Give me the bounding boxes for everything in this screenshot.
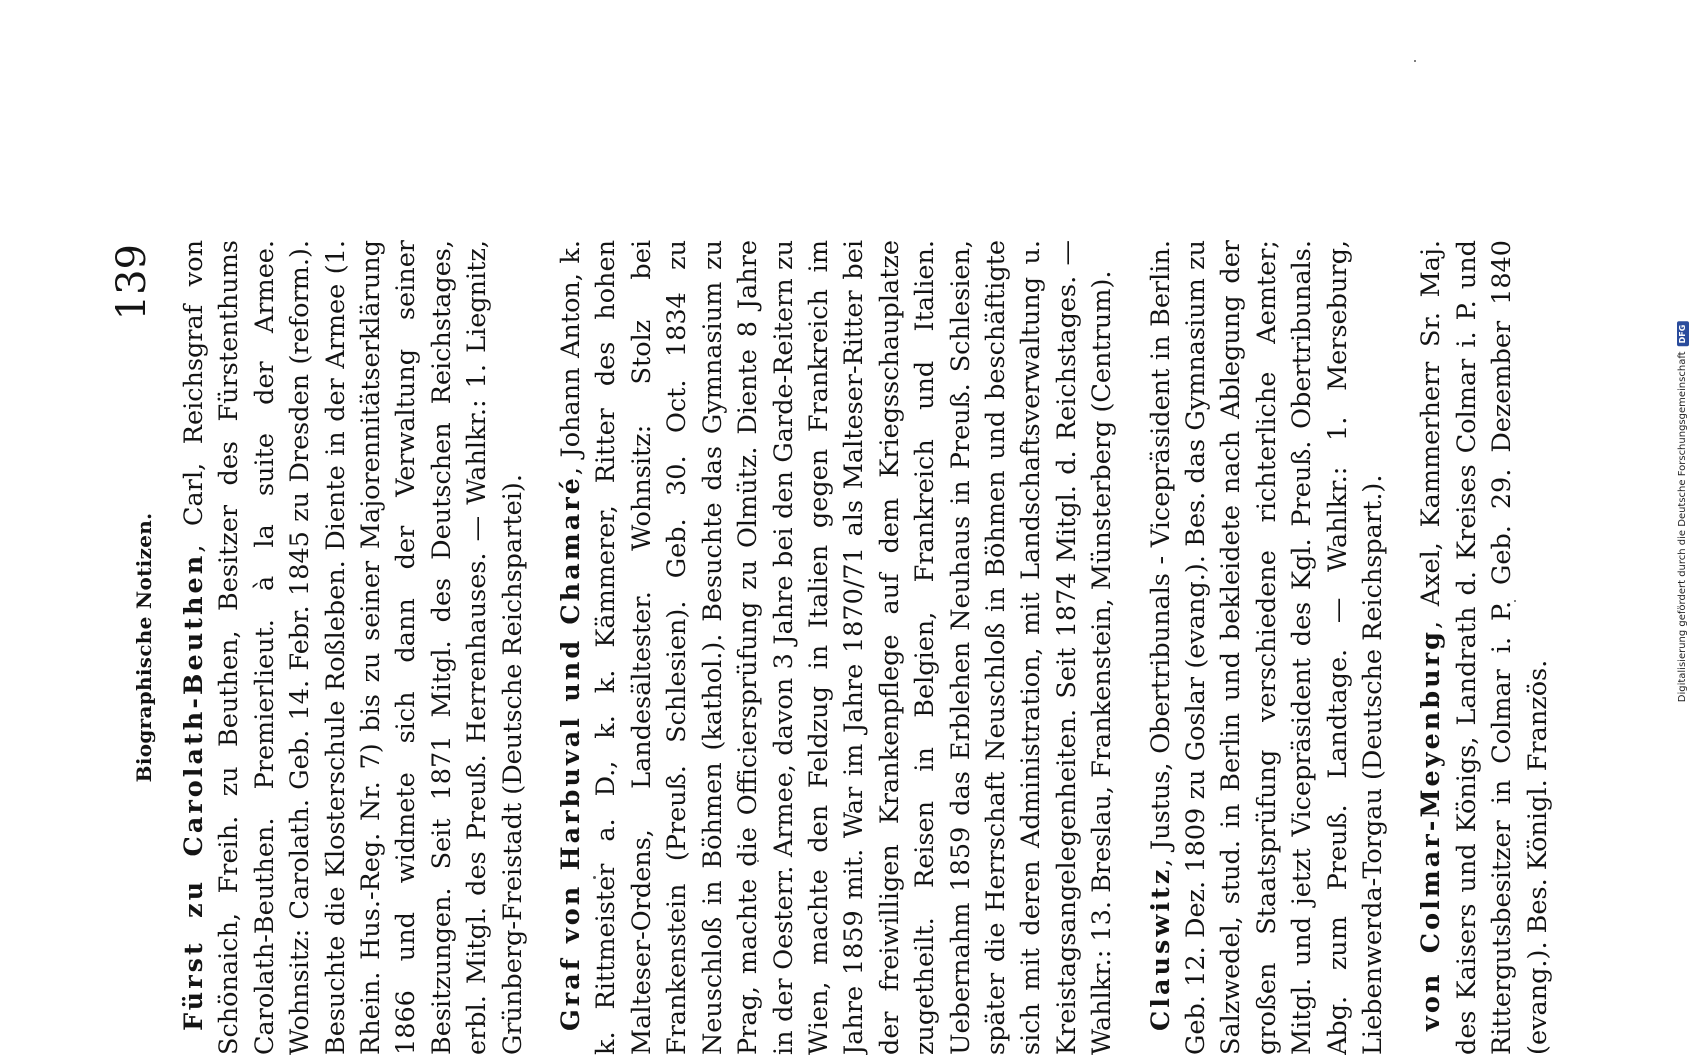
rotated-text-page <box>109 240 1579 1055</box>
entry-text: , Carl, Reichsgraf von Schönaich, Freih. zu Beuthen, Besitzer des Fürstenthums Carolath-Beuthen. Premierlieut. à la suite der Armee. Wohnsitz: Carolath. Geb. 14. Febr. 1845 zu Dresden (reform.). Besuchte die Klosterschule Roßleben. Diente in der Armee (1. Rhein. Hus.-Reg. Nr. 7) bis zu seiner Majorennitätserklärung 1866 und widmete sich dann der Verwaltung seiner Besitzungen. Seit 1871 Mitgl. des Deutschen Reichstages, erbl. Mitgl. des Preuß. Herrenhauses. — Wahlkr.: 1. Liegnitz, Grünberg-Freistadt (Deutsche Reichspartei). <box>179 240 528 1055</box>
entry-name: Clauswitz <box>1145 866 1176 1031</box>
entry-text: , Justus, Obertribunals - Vicepräsident in Berlin. Geb. 12. Dez. 1809 zu Goslar (evang.). Bes. das Gymnasium zu Salzwedel, stud. in Berlin und bekleidete nach Ablegung der großen Staatsprüfung verschiedene richterliche Aemter; Mitgl. und jetzt Vicepräsident des Kgl. Preuß. Obertribunals. Abg. zum Preuß. Landtage. — Wahlkr.: 1. Merseburg, Liebenwerda-Torgau (Deutsche Reichspart.). <box>1145 240 1388 1055</box>
dust-speck <box>1414 60 1416 62</box>
biography-entry <box>177 240 531 1055</box>
biography-entry <box>554 240 1121 1055</box>
biography-entry <box>1144 240 1392 1055</box>
page-number: 139 <box>109 244 155 321</box>
entry-name: Fürst zu Carolath-Beuthen <box>179 552 209 1031</box>
entry-name: von Colmar-Meyenburg <box>1416 629 1447 1031</box>
entry-text: , Johann Anton, k. k. Rittmeister a. D., k. k. Kämmerer, Ritter des hohen Malteser-Ordens, Landesältester. Wohnsitz: Stolz bei Frankenstein (Preuß. Schlesien). Geb. 30. Oct. 1834 zu Neuschloß in Böhmen (kathol.). Besuchte das Gymnasium zu Prag, machte die Officiersprüfung zu Olmütz. Diente 8 Jahre in der Oesterr. Armee, davon 3 Jahre bei den Garde-Reitern zu Wien, machte den Feldzug in Italien gegen Frankreich im Jahre 1859 mit. War im Jahre 1870/71 als Malteser-Ritter bei der freiwilligen Krankenpflege auf dem Kriegsschauplatze zugetheilt. Reisen in Belgien, Frankreich und Italien. Uebernahm 1859 das Erblehen Neuhaus in Preuß. Schlesien, später die Herrschaft Neuschloß in Böhmen und beschäftigte sich mit deren Administration, mit Landschaftsverwaltung u. Kreistagsangelegenheiten. Seit 1874 Mitgl. d. Reichstages. — Wahlkr.: 13. Breslau, Frankenstein, Münsterberg (Centrum). <box>556 240 1118 1055</box>
entry-name: Graf von Harbuval und Chamaré <box>556 475 587 1031</box>
running-title: Biographische Notizen. <box>132 512 156 783</box>
credit-text: Digitalisierung gefördert durch die Deutsche Forschungsgemeinschaft <box>1677 351 1688 703</box>
biography-entry <box>1414 240 1556 1055</box>
entry-text: , Axel, Kammerherr Sr. Maj. des Kaisers und Königs, Landrath d. Kreises Colmar i. P. und Rittergutsbesitzer in Colmar i. P. Geb. 29. Dezember 1840 (evang.). Bes. Königl. Französ. <box>1416 240 1553 1055</box>
dfg-logo: DFG <box>1677 322 1689 347</box>
digitization-credit <box>1677 322 1689 703</box>
page-header <box>109 240 177 1055</box>
